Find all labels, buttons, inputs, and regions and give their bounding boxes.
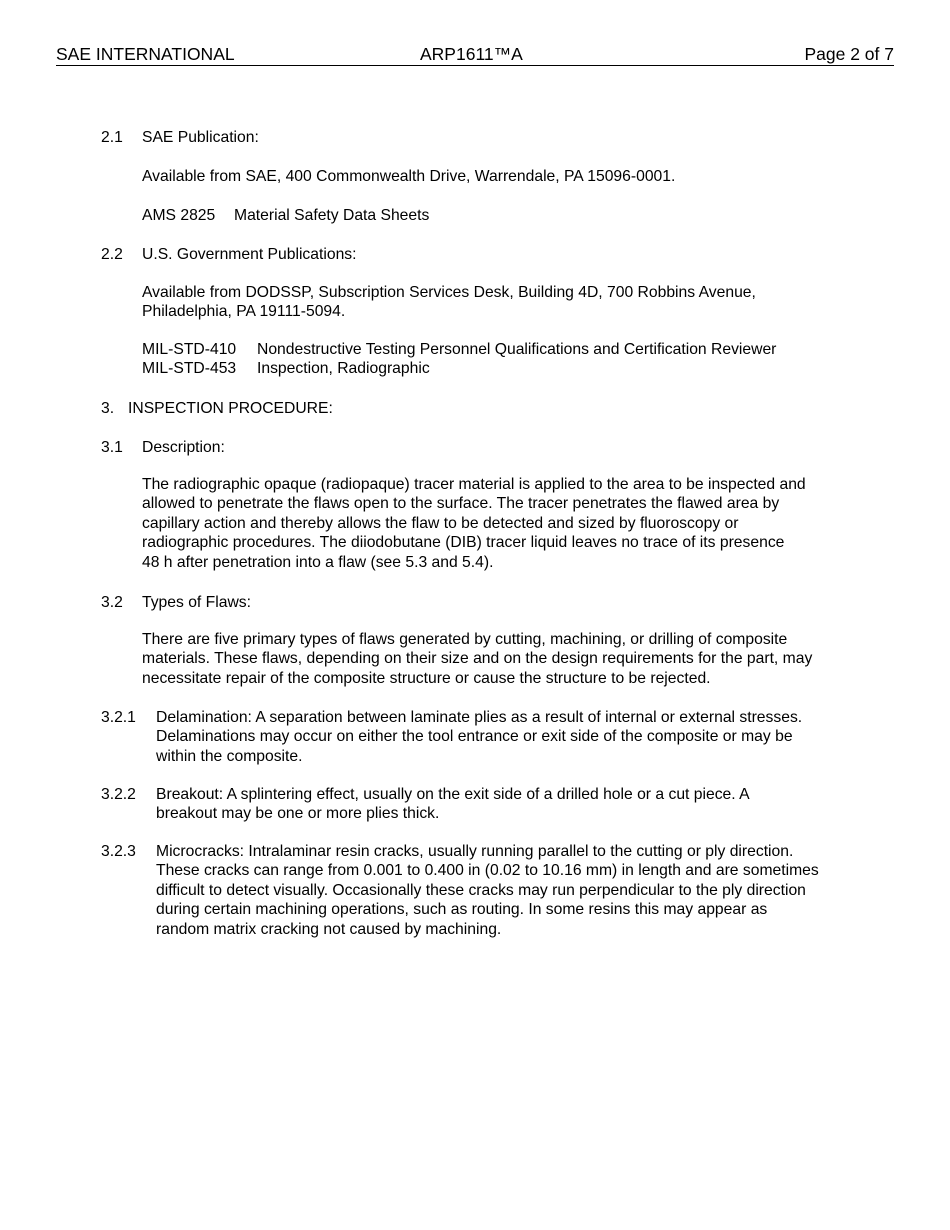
paragraph-line: necessitate repair of the composite structure or cause the structure to be rejected. <box>142 669 711 687</box>
reference-title: Material Safety Data Sheets <box>234 207 430 224</box>
dodssp-availability <box>142 283 756 322</box>
reference-entry <box>142 340 776 359</box>
government-references <box>142 340 776 379</box>
paragraph-line: Breakout: A splintering effect, usually on the exit side of a drilled hole or a cut piece. A <box>156 786 750 803</box>
paragraph-line: Available from DODSSP, Subscription Services Desk, Building 4D, 700 Robbins Avenue, <box>142 284 756 301</box>
reference-code: MIL-STD-410 <box>142 341 237 358</box>
header-page-number: Page 2 of 7 <box>804 44 894 64</box>
header-organization: SAE INTERNATIONAL <box>56 44 235 64</box>
section-number: 3. <box>101 400 115 417</box>
reference-code: MIL-STD-453 <box>142 360 237 378</box>
reference-entry <box>142 359 776 378</box>
reference-code: AMS 2825 <box>142 207 216 224</box>
section-number: 3.2.1 <box>101 709 136 726</box>
sae-availability: Available from SAE, 400 Commonwealth Drive, Warrendale, PA 15096-0001. <box>142 168 676 185</box>
paragraph-line: allowed to penetrate the flaws open to the surface. The tracer penetrates the flawed area by <box>142 495 780 513</box>
section-number: 3.1 <box>101 439 123 456</box>
paragraph-line: The radiographic opaque (radiopaque) tracer material is applied to the area to be inspected and <box>142 476 806 493</box>
header-document-number: ARP1611™A <box>420 44 523 64</box>
paragraph-line: during certain machining operations, such as routing. In some resins this may appear as <box>156 901 768 919</box>
paragraph-line: capillary action and thereby allows the flaw to be detected and sized by fluoroscopy or <box>142 514 739 532</box>
paragraph-line: Delaminations may occur on either the tool entrance or exit side of the composite or may be <box>156 728 793 746</box>
paragraph-line: breakout may be one or more plies thick. <box>156 805 440 823</box>
section-number: 3.2 <box>101 594 123 611</box>
reference-title: Inspection, Radiographic <box>257 360 430 378</box>
paragraph-line: random matrix cracking not caused by machining. <box>156 920 502 938</box>
section-number: 2.2 <box>101 246 123 263</box>
paragraph-line: Microcracks: Intralaminar resin cracks, usually running parallel to the cutting or ply direction. <box>156 843 794 860</box>
paragraph-line: There are five primary types of flaws generated by cutting, machining, or drilling of composite <box>142 631 788 648</box>
paragraph-line: These cracks can range from 0.001 to 0.400 in (0.02 to 10.16 mm) in length and are sometimes <box>156 862 819 880</box>
section-title: Types of Flaws: <box>142 594 251 611</box>
section-text <box>156 842 819 939</box>
types-of-flaws-paragraph <box>142 630 812 688</box>
section-title: SAE Publication: <box>142 129 259 146</box>
section-number: 2.1 <box>101 129 123 146</box>
paragraph-line: materials. These flaws, depending on their size and on the design requirements for the part, may <box>142 650 813 668</box>
section-text <box>156 708 802 766</box>
paragraph-line: difficult to detect visually. Occasionally these cracks may run perpendicular to the ply direction <box>156 881 806 899</box>
reference-title: Nondestructive Testing Personnel Qualifications and Certification Reviewer <box>257 341 777 358</box>
paragraph-line: Delamination: A separation between laminate plies as a result of internal or external stresses. <box>156 709 803 726</box>
section-number: 3.2.3 <box>101 843 136 860</box>
paragraph-line: 48 h after penetration into a flaw (see 5.3 and 5.4). <box>142 553 494 571</box>
description-paragraph <box>142 475 806 572</box>
section-title: INSPECTION PROCEDURE: <box>128 400 333 417</box>
paragraph-line: within the composite. <box>156 747 303 765</box>
paragraph-line: Philadelphia, PA 19111-5094. <box>142 303 346 321</box>
section-text <box>156 785 750 824</box>
reference-ams-2825 <box>142 206 429 225</box>
section-title: U.S. Government Publications: <box>142 246 357 263</box>
section-title: Description: <box>142 439 225 456</box>
paragraph-line: radiographic procedures. The diiodobutane (DIB) tracer liquid leaves no trace of its presence <box>142 534 785 552</box>
page-header <box>56 44 894 66</box>
section-number: 3.2.2 <box>101 786 136 803</box>
